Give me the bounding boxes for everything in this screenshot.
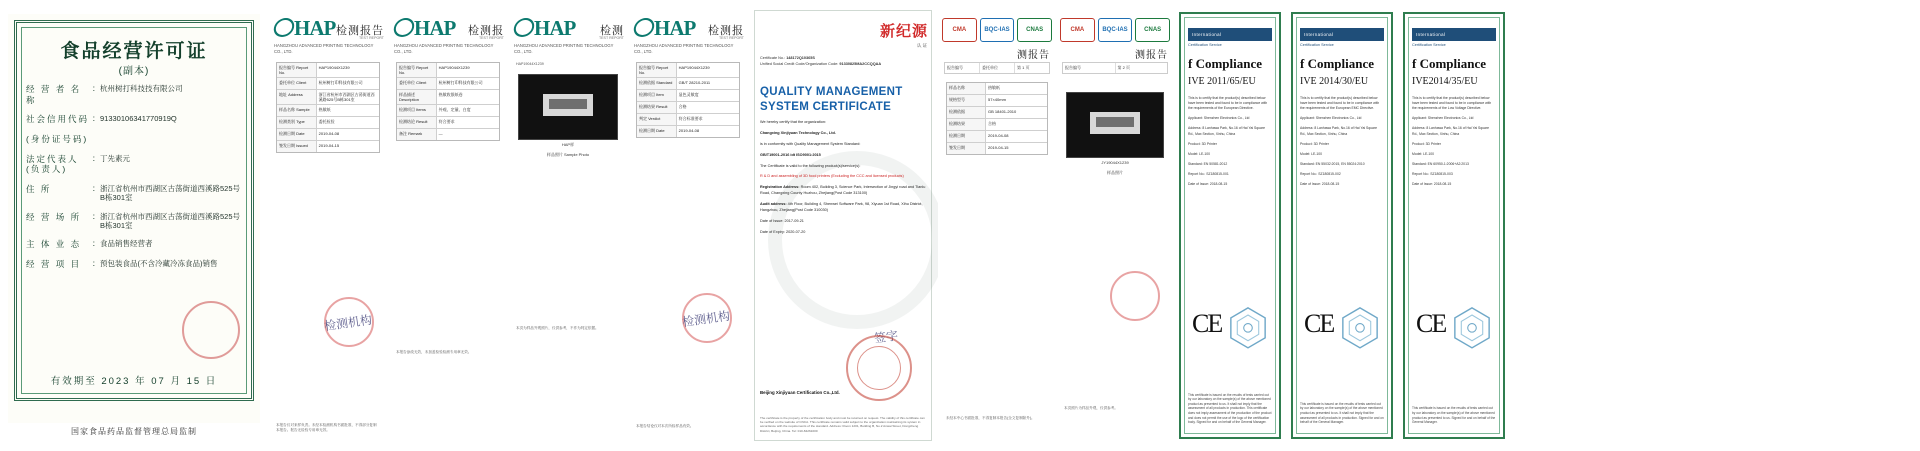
certificate-directive: IVE 2011/65/EU — [1188, 76, 1256, 87]
cert-standard: GB/T19001-2016 idt ISO9001:2015 — [760, 152, 821, 157]
table-row — [277, 78, 379, 90]
certificate-footer: This certificate is issued on the results of tests carried out by our laboratory on the sample(s) of the above mentioned product as presented to us. It shall not imply that the assessment of all products in production. This certificate does not imply assessment of the production of the product and does not permit the use of the logo of the certification body. Signed for and on behalf of the General Manager. — [1188, 392, 1272, 425]
issuer-bar-sub: Certification Service — [1412, 43, 1446, 47]
row-label: 判定 Verdict — [637, 114, 677, 125]
field-colon: ： — [92, 211, 100, 221]
field-value: 浙江省杭州市西湖区古荡街道西溪路525号B栋301室 — [100, 183, 241, 203]
row-value: 热敏纸 — [318, 107, 331, 112]
license-field-row — [26, 114, 244, 125]
row-label: 地址 Address — [277, 90, 317, 104]
row-value: 符合标准要求 — [678, 116, 703, 121]
report-note: 本页为样品外观照片，仅供参考，不作为判定依据。 — [516, 325, 599, 330]
table-row — [637, 90, 739, 102]
report-signature: 检测机构 — [681, 308, 731, 330]
certifier-logo — [880, 20, 928, 49]
table-row — [947, 107, 1047, 119]
row-value: 浙江省杭州市西湖区古荡街道西溪路525号B栋301室 — [318, 92, 375, 102]
cert-audit-address-label: Audit address: — [760, 202, 787, 206]
sample-photo-object — [543, 94, 594, 116]
hologram-svg — [1226, 305, 1270, 355]
credit-code-label: Unified Social Credit Code/Organization Code: — [760, 61, 839, 66]
row-value: — — [438, 131, 443, 136]
report-title: 测报告 — [1017, 50, 1050, 61]
hologram-icon — [1226, 305, 1270, 355]
field-colon: ： — [92, 114, 100, 124]
issuer-bar-sub: Certification Service — [1188, 43, 1222, 47]
table-row — [397, 129, 499, 140]
report-title-en: TEST REPORT — [478, 36, 504, 40]
hap-logo-sub: HANGZHOU ADVANCED PRINTING TECHNOLOGY CO., LTD. — [634, 43, 734, 54]
body-line: Applicant: Shenzhen Electronics Co., Ltd — [1188, 116, 1250, 121]
hap-test-report-2 — [388, 0, 508, 451]
table-row — [397, 117, 499, 129]
issue-date-label: Date of Issue: — [760, 218, 784, 223]
certificate-footer: This certificate is issued on the results of tests carried out by our laboratory on the sample(s) of the above mentioned product as presented to us. Signed for and on behalf of the General Manager. — [1412, 406, 1496, 425]
row-label: 备注 Remark — [397, 129, 437, 140]
accreditation-badges — [1060, 18, 1170, 42]
field-value: 丁先素元 — [100, 153, 130, 163]
field-label: 社会信用代码 — [26, 114, 90, 125]
hologram-svg — [1338, 305, 1382, 355]
row-label: 样品名称 Sample — [277, 105, 317, 116]
report-number: HAP19044X1239 — [516, 62, 544, 66]
row-label: 检测项目 Item — [637, 90, 677, 101]
certificate-body — [1188, 96, 1272, 192]
table-row — [277, 141, 379, 152]
cert-red-seal — [846, 335, 912, 401]
body-line: Model: LE-100 — [1412, 151, 1435, 156]
license-title: 食品经营许可证 — [60, 41, 208, 62]
body-line: Address: 8 Lanhawa Park, No.16 of Hai Yai Square Rd., Max Section, Xinhu, China — [1300, 126, 1377, 136]
body-line: Model: LE-100 — [1300, 151, 1323, 156]
license-expiry: 有效期至 2023 年 07 月 15 日 — [50, 376, 218, 387]
cert-scope: R & D and assembling of 3D food printers (Excluding the CCC and licensed products) — [760, 174, 904, 179]
body-line: Date of Issue: 2018-08-15 — [1412, 182, 1452, 187]
body-line: This is to certify that the product(s) described below have been tested and found to be in compliance with the requirements of the Low Voltage Directive. — [1412, 96, 1492, 111]
license-subtitle: (副本) — [118, 66, 150, 77]
cert-body — [760, 120, 926, 241]
row-value: 合格 — [678, 104, 687, 109]
cma-test-report-1 — [938, 0, 1056, 451]
row-label: 样品名称 — [947, 83, 986, 94]
eu-certificate-emc — [1286, 0, 1398, 451]
report-note: 本报告涂改无效，未加盖检验检测专用章无效。 — [396, 349, 472, 354]
hap-test-report-4 — [628, 0, 748, 451]
table-row — [637, 126, 739, 137]
table-row — [397, 90, 499, 105]
quality-management-certificate — [748, 0, 938, 451]
body-line: Report No.: SZ180815-002 — [1300, 171, 1341, 176]
row-value: 外观、定量、白度 — [438, 107, 471, 112]
table-row — [397, 105, 499, 117]
credit-code-value: 91330825MA2CCQQAA — [839, 61, 882, 66]
row-label: 检测依据 Standard — [637, 78, 677, 89]
row-label: 报告编号 Report No. — [277, 63, 317, 77]
row-label: 报告编号 Report No. — [397, 63, 437, 77]
body-line: Address: 8 Lanhawa Park, No.16 of Hai Yai Square Rd., Max Section, Xinhu, China — [1412, 126, 1489, 136]
license-fields — [26, 84, 244, 279]
cert-title-line2: SYSTEM CERTIFICATE — [760, 101, 892, 113]
hap-logo-sub: HANGZHOU ADVANCED PRINTING TECHNOLOGY CO., LTD. — [514, 43, 614, 54]
cert-address: Room 402, Building 3, Science Park, Intersection of Jingyi road and Tianlu Road, Changxing County Huzhou, Zhejiang(Post Code 313100) — [760, 185, 926, 196]
cert-footer: The certificate is the property of the certification body and must be returned on request. The validity of this certificate can be verified on the website of CNCA. This certificate remains valid subject to the organization maintaining its system in accordance with the requirements of the standard. Address: Room 1201, Building B, No.2 Anwai Street, Dongcheng District, Beijing, China. Tel: 010-84261000 — [760, 415, 925, 433]
hap-logo-sub: HANGZHOU ADVANCED PRINTING TECHNOLOGY CO., LTD. — [394, 43, 494, 54]
field-value: 杭州树打科技技有限公司 — [100, 84, 183, 93]
row-value: GB 18401-2010 — [988, 109, 1017, 114]
field-label: 经 营 者 名 称 — [26, 84, 82, 105]
table-row — [637, 102, 739, 114]
body-line: Product: 3D Printer — [1412, 141, 1441, 146]
field-label: 主 体 业 态 — [26, 239, 82, 250]
row-value: HAP19044X1239 — [678, 65, 710, 70]
row-value: 委托检验 — [318, 119, 335, 124]
report-meta — [1062, 62, 1168, 74]
certificate-title: f Compliance — [1188, 56, 1263, 71]
report-note: 本报告结论仅对本次所检样品有效。 — [636, 423, 694, 428]
row-value: 2019-04-08 — [678, 128, 700, 133]
ce-mark: CE — [1192, 309, 1222, 338]
cma-test-report-2 — [1056, 0, 1174, 451]
table-row — [277, 117, 379, 129]
row-label: 规格型号 — [947, 95, 986, 106]
table-row — [277, 129, 379, 141]
report-signature: 检测机构 — [323, 312, 373, 334]
certificate-numbers: Certificate No.: 148172Q10365S Unified Social Credit Code/Organization Code: 91330825MA2CCQQAA — [760, 56, 882, 66]
body-line: Date of Issue: 2018-08-15 — [1300, 182, 1340, 187]
row-label: 签发日期 — [947, 143, 986, 154]
row-label: 委托单位 Client — [397, 78, 437, 89]
cert-signature: 签字 — [873, 328, 899, 346]
ce-mark: CE — [1304, 309, 1334, 338]
eu-certificate-rohs — [1174, 0, 1286, 451]
hap-test-report-1 — [268, 0, 388, 451]
row-value: 合格 — [988, 121, 996, 126]
body-line: Applicant: Shenzhen Electronics Co., Ltd — [1412, 116, 1474, 121]
meta-cell — [980, 63, 1015, 73]
hap-ring-icon — [392, 18, 416, 37]
body-line: Standard: EN 60950-1:2006+A2:2013 — [1412, 161, 1469, 166]
hap-test-report-photo — [508, 0, 628, 451]
report-title-en: TEST REPORT — [598, 36, 624, 40]
food-business-license — [0, 0, 268, 451]
report-table — [636, 62, 740, 138]
bqc-ias-badge: BQC-IAS — [1098, 18, 1133, 42]
report-title: 检测 — [600, 25, 624, 37]
report-note: 未经本中心书面批准，不得复制本报告(全文复制除外)。 — [946, 415, 1035, 420]
row-label: 签发日期 Issued — [277, 141, 317, 152]
cert-conformity: is in conformity with Quality Management System Standard: — [760, 141, 861, 146]
license-field-row — [26, 239, 244, 250]
issuer-bar: International — [1188, 28, 1272, 41]
license-footer: 国家食品药品监督管理总局监制 — [71, 427, 197, 436]
hap-logo-sub: HANGZHOU ADVANCED PRINTING TECHNOLOGY CO., LTD. — [274, 43, 374, 54]
report-note: 本报告仅对来样负责。未经本检测机构书面批准，不得部分复制本报告。报告无检验专用章无效。 — [276, 422, 377, 432]
certificate-title: f Compliance — [1412, 56, 1487, 71]
table-row — [637, 78, 739, 90]
row-label: 检测结论 Result — [397, 117, 437, 128]
cert-no-value: 148172Q10365S — [786, 56, 815, 60]
report-title-en: TEST REPORT — [718, 36, 744, 40]
field-value: 食品销售经营者 — [100, 239, 153, 249]
body-line: Product: 3D Printer — [1300, 141, 1329, 146]
body-line: Report No.: SZ180815-003 — [1412, 171, 1453, 176]
cnas-badge: CNAS — [1017, 18, 1052, 42]
field-colon: ： — [92, 258, 100, 268]
table-row — [947, 83, 1047, 95]
license-field-row — [26, 154, 244, 175]
sample-photo — [1066, 92, 1164, 158]
cert-company: Changxing Xinjiyuan Technology Co., Ltd. — [760, 130, 836, 135]
sample-photo-label: HAP样 — [561, 142, 575, 147]
row-label: 检测日期 Date — [637, 126, 677, 137]
certificate-directive: IVE 2014/30/EU — [1300, 76, 1369, 87]
hap-ring-icon — [632, 18, 656, 37]
meta-cell — [1015, 63, 1049, 73]
body-line: Report No.: SZ180815-001 — [1188, 171, 1229, 176]
license-field-row — [26, 184, 244, 203]
hap-logo-text: HAP — [534, 16, 576, 40]
field-colon: ： — [92, 239, 100, 249]
certificate-body — [1300, 96, 1384, 192]
sample-photo-object — [1090, 112, 1140, 134]
report-table — [276, 62, 380, 153]
report-title-en: TEST REPORT — [358, 36, 384, 40]
certifier-logo-sub: 认证 — [917, 43, 928, 48]
report-meta — [944, 62, 1050, 74]
row-value: 热敏收银纸卷 — [438, 92, 463, 97]
row-label: 样品描述 Description — [397, 90, 437, 104]
meta-label: 委托单位 — [982, 65, 998, 70]
body-line: Standard: EN 55032:2015, EN 55024:2010 — [1300, 161, 1365, 166]
table-row — [637, 114, 739, 126]
field-value: 浙江省杭州市西湖区古荡街道西溪路525号B栋301室 — [100, 211, 241, 230]
row-label: 检测结果 Result — [637, 102, 677, 113]
row-value: 57×40mm — [988, 97, 1006, 102]
certificate-title: f Compliance — [1300, 56, 1375, 71]
field-label: 经 营 项 目 — [26, 258, 82, 269]
row-label: 检测日期 — [947, 131, 986, 142]
row-label: 检测结果 — [947, 119, 986, 130]
table-row — [637, 63, 739, 78]
row-value: 杭州树打印科技有限公司 — [318, 80, 363, 85]
hologram-icon — [1338, 305, 1382, 355]
body-line: This is to certify that the product(s) described below have been tested and found to be in compliance with the requirements of the European Directive. — [1188, 96, 1268, 111]
table-row — [947, 119, 1047, 131]
row-value: 热敏纸 — [988, 85, 1000, 90]
field-value: 91330106341770919Q — [100, 114, 177, 124]
body-line: Address: 8 Lanhawa Park, No.16 of Hai Yai Square Rd., Max Section, Xinhu, China — [1188, 126, 1265, 136]
meta-cell — [945, 63, 980, 73]
field-label: 住 所 — [26, 183, 52, 194]
body-line: Standard: EN 50581:2012 — [1188, 161, 1228, 166]
row-value: 2019-04-15 — [988, 145, 1009, 150]
accreditation-badges — [942, 18, 1052, 42]
report-note: 本页照片为样品外观，仅供参考。 — [1064, 405, 1118, 410]
meta-label: 第 1 页 — [1017, 65, 1030, 70]
field-sublabel: (身份证号码) — [26, 133, 89, 144]
certificate-directive: IVE2014/35/EU — [1412, 76, 1478, 87]
sample-photo-caption: 样品照片 Sample Photo — [546, 152, 590, 157]
certifier-logo-cn: 新纪源 — [879, 24, 928, 40]
license-field-row — [26, 212, 244, 231]
row-value: 2019-04-15 — [318, 143, 340, 148]
meta-cell — [1063, 63, 1116, 73]
row-label: 报告编号 Report No. — [637, 63, 677, 77]
report-title: 检测报 — [468, 25, 504, 37]
report-table — [396, 62, 500, 141]
certificate-body — [1412, 96, 1496, 192]
sample-photo-caption: 样品照片 — [1107, 170, 1123, 175]
row-label: 检测依据 — [947, 107, 986, 118]
field-colon: ： — [92, 183, 100, 193]
hap-ring-icon — [512, 18, 536, 37]
report-title: 测报告 — [1135, 50, 1168, 61]
table-row — [277, 90, 379, 105]
cert-scope-intro: The Certificate is valid to the following product(s)/service(s): — [760, 163, 861, 168]
field-label: 经 营 场 所 — [26, 211, 82, 222]
field-value: 预包装食品(不含冷藏冷冻食品)销售 — [100, 258, 218, 268]
report-title: 检测报 — [708, 25, 744, 37]
issuer-bar: International — [1300, 28, 1384, 41]
cert-statement: We hereby certify that the organization: — [760, 120, 826, 124]
row-value: GB/T 28210-2011 — [678, 80, 711, 85]
body-line: Applicant: Shenzhen Electronics Co., Ltd — [1300, 116, 1362, 121]
cnas-badge: CNAS — [1135, 18, 1170, 42]
meta-label: 报告编号 — [1065, 65, 1081, 70]
row-value: 符合要求 — [438, 119, 455, 124]
expiry-date-value: 2020-07-20 — [785, 229, 806, 234]
license-red-seal — [182, 301, 240, 359]
sample-photo — [518, 74, 618, 140]
cma-badge: CMA — [1060, 18, 1095, 42]
meta-label: 第 2 页 — [1117, 65, 1130, 70]
cert-issuer: Beijing Xinjiyuan Certification Co.,Ltd. — [760, 390, 840, 395]
table-row — [947, 143, 1047, 154]
body-line: Model: LE-100 — [1188, 151, 1211, 156]
row-label: 检测项目 Items — [397, 105, 437, 116]
bqc-ias-badge: BQC-IAS — [980, 18, 1015, 42]
hologram-icon — [1450, 305, 1494, 355]
body-line: This is to certify that the product(s) described below have been tested and found to be in compliance with the requirements of the European EMC Directive. — [1300, 96, 1380, 111]
table-row — [397, 78, 499, 90]
table-row — [947, 131, 1047, 143]
cert-title-line1: QUALITY MANAGEMENT — [760, 86, 903, 98]
hap-logo-text: HAP — [414, 16, 456, 40]
hap-logo-text: HAP — [294, 16, 336, 40]
sample-photo-label: JY19044X1239 — [1101, 160, 1129, 165]
eu-certificate-lvd — [1398, 0, 1510, 451]
table-row — [947, 95, 1047, 107]
license-field-row — [26, 84, 244, 105]
report-table — [946, 82, 1048, 155]
ce-mark: CE — [1416, 309, 1446, 338]
row-label: 检测类别 Type — [277, 117, 317, 128]
row-label: 检测日期 Date — [277, 129, 317, 140]
cma-badge: CMA — [942, 18, 977, 42]
row-value: 2019-04-08 — [988, 133, 1009, 138]
row-value: 杭州树打印科技有限公司 — [438, 80, 483, 85]
row-value: 2019-04-08 — [318, 131, 340, 136]
issue-date-value: 2017-09-21 — [784, 218, 804, 223]
cert-address-label: Registration Address: — [760, 185, 800, 190]
report-title: 检测报告 — [336, 25, 384, 37]
row-label: 委托单位 Client — [277, 78, 317, 89]
cert-no-label: Certificate No. — [760, 56, 785, 60]
table-row — [277, 105, 379, 117]
hap-ring-icon — [272, 18, 296, 37]
field-label: 法定代表人(负责人) — [26, 153, 79, 175]
issuer-bar: International — [1412, 28, 1496, 41]
body-line: Date of Issue: 2018-08-15 — [1188, 182, 1228, 187]
cert-audit-address: 4th Floor, Building 4, Shenwei Software Park, 98, Xiyuan 1st Road, Xihu District, Hangzhou, Zhejiang(Post Code 310030) — [760, 202, 923, 212]
body-line: Product: 3D Printer — [1188, 141, 1217, 146]
meta-cell — [1116, 63, 1168, 73]
certificate-footer: This certificate is issued on the results of tests carried out by our laboratory on the sample(s) of the above mentioned product as presented to us. It shall not imply that the assessment of all products in production. Signed for and on behalf of the General Manager. — [1300, 401, 1384, 425]
license-field-row — [26, 134, 244, 145]
table-row — [397, 63, 499, 78]
field-colon: ： — [92, 153, 100, 163]
table-row — [277, 63, 379, 78]
row-value: HAP19044X1239 — [438, 65, 470, 70]
row-value: HAP19044X1239 — [318, 65, 350, 70]
hologram-svg — [1450, 305, 1494, 355]
field-colon: ： — [92, 84, 100, 93]
expiry-date-label: Date of Expiry: — [760, 229, 785, 234]
meta-label: 报告编号 — [947, 65, 963, 70]
issuer-bar-sub: Certification Service — [1300, 43, 1334, 47]
report-seal — [1110, 271, 1160, 321]
hap-logo-text: HAP — [654, 16, 696, 40]
row-value: 显色灵敏度 — [678, 92, 699, 97]
license-field-row — [26, 259, 244, 270]
